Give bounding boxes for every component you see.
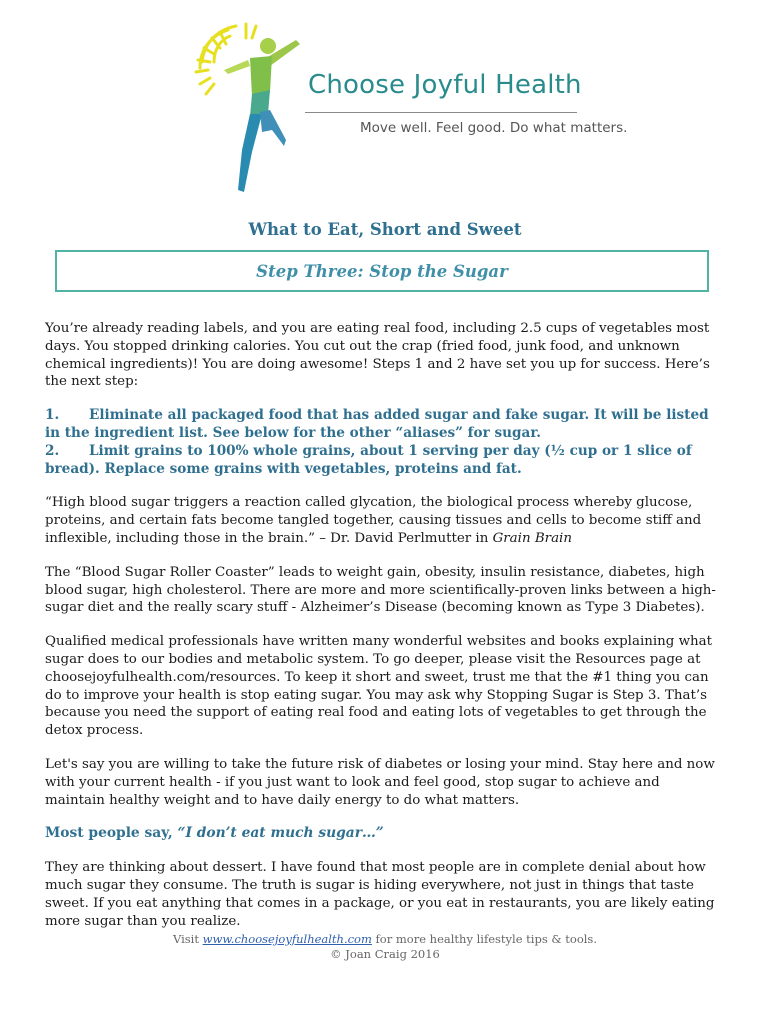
body-paragraph: The “Blood Sugar Roller Coaster” leads to weight gain, obesity, insulin resistance, diabetes, high blood sugar, high cholesterol. There are more and more scientifically-proven links between a high-sugar diet and the really scary stuff - Alzheimer’s Disease (becoming known as Type 3 Diabetes). xyxy=(45,564,716,616)
section-subheading xyxy=(45,825,717,843)
step-item xyxy=(45,443,717,479)
step-text: Limit grains to 100% whole grains, about 1 serving per day (½ cup or 1 slice of bread). Replace some grains with vegetables, proteins and fat. xyxy=(45,442,692,477)
subheading-lead: Most people say, xyxy=(45,825,178,842)
figure-leg-right xyxy=(260,110,286,146)
step-number: 2. xyxy=(45,442,60,459)
step-title-box xyxy=(55,250,709,292)
step-number: 1. xyxy=(45,407,60,424)
step-text: Eliminate all packaged food that has added sugar and fake sugar. It will be listed in the ingredient list. See below for the other “aliases” for sugar. xyxy=(45,407,709,441)
website-link[interactable]: www.choosejoyfulhealth.com xyxy=(202,932,372,946)
quote-book: Grain Brain xyxy=(492,530,572,546)
steps-list xyxy=(45,407,717,478)
figure-torso xyxy=(250,56,272,96)
figure-head xyxy=(260,38,276,54)
brand-name: Choose Joyful Health xyxy=(308,70,582,100)
step-item xyxy=(45,407,717,443)
sun-dancer-icon xyxy=(190,22,310,202)
figure-leg-left xyxy=(238,114,262,192)
document-title: What to Eat, Short and Sweet xyxy=(248,220,522,239)
brand-tagline: Move well. Feel good. Do what matters. xyxy=(360,120,628,136)
quote-text: “High blood sugar triggers a reaction called glycation, the biological process whereby glucose, proteins, and certain fats become tangled together, causing tissues and cells to become stiff and inflexible, including those in the brain.” – Dr. David Perlmutter in xyxy=(45,495,702,546)
subheading-quote: “I don’t eat much sugar…” xyxy=(177,825,384,842)
sun-rays xyxy=(196,24,256,94)
figure-arm-left xyxy=(224,60,250,74)
footer-prefix: Visit xyxy=(173,932,203,946)
step-title: Step Three: Stop the Sugar xyxy=(256,261,508,281)
brand-divider xyxy=(305,112,577,113)
quote-paragraph xyxy=(45,494,717,547)
body-paragraph: Qualified medical professionals have written many wonderful websites and books explaining what sugar does to our bodies and metabolic system. To go deeper, please visit the Resources page at choosejoyfulhealth.com/resources. To keep it short and sweet, trust me that the #1 thing you can do to improve your health is stop eating sugar. You may ask why Stopping Sugar is Step 3. That’s because you need the support of eating real food and eating lots of vegetables to get through the detox process. xyxy=(45,634,713,739)
document-body xyxy=(45,320,717,930)
footer-suffix: for more healthy lifestyle tips & tools. xyxy=(371,932,597,946)
body-paragraph: Let's say you are willing to take the future risk of diabetes or losing your mind. Stay here and now with your current health - if you just want to look and feel good, stop sugar to achieve and maintain healthy weight and to have daily energy to do what matters. xyxy=(45,756,715,808)
footer-copyright: © Joan Craig 2016 xyxy=(330,947,440,961)
intro-paragraph: You’re already reading labels, and you are eating real food, including 2.5 cups of vegetables most days. You stopped drinking calories. You cut out the crap (fried food, junk food, and unknown chemical ingredients)! You are doing awesome! Steps 1 and 2 have set you up for success. Here’s the next step: xyxy=(45,321,710,390)
closing-paragraph: They are thinking about dessert. I have found that most people are in complete denial about how much sugar they consume. The truth is sugar is hiding everywhere, not just in things that taste sweet. If you eat anything that comes in a package, or you eat in restaurants, you are likely eating more sugar than you realize. xyxy=(45,860,715,929)
footer-visit-line xyxy=(0,932,770,947)
page-footer xyxy=(0,932,770,962)
